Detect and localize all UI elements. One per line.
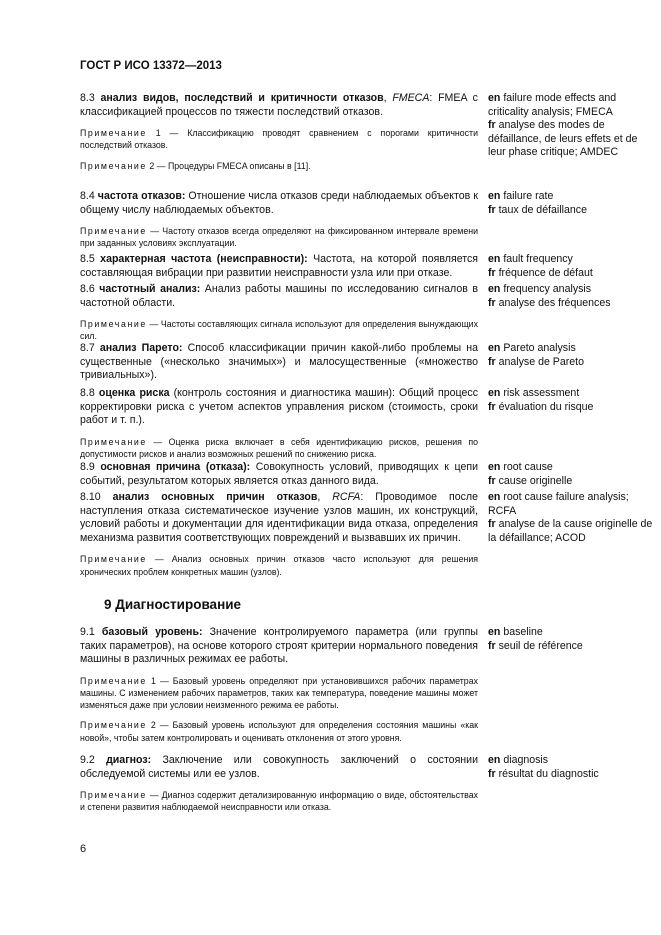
entry-9-1 (80, 626, 648, 744)
french-term: analyse de la cause originelle de la défaillance; ACOD (488, 518, 653, 544)
english-term: failure rate (503, 190, 554, 202)
lang-en: en (488, 342, 501, 354)
note-label: Примечание (80, 226, 147, 237)
english-term: baseline (503, 626, 543, 638)
note-label: Примечание (80, 720, 147, 731)
french-term: analyse des modes de défaillance, de leurs effets et de leur phase critique; AMDEC (488, 119, 638, 159)
definition-text: Частота, на которой появляется составляющая вибрации при развитии неисправности узла или при отказе. (80, 253, 478, 279)
note-text: — Процедуры FMECA описаны в [11]. (154, 160, 311, 171)
equivalents (488, 283, 656, 310)
page-number: 6 (80, 843, 87, 855)
lang-en: en (488, 754, 501, 766)
definition (80, 387, 478, 428)
note (80, 127, 478, 151)
english-term: Pareto analysis (503, 342, 576, 354)
lang-en: en (488, 491, 501, 503)
french-term: évaluation du risque (498, 400, 594, 413)
definition-text: Значение контролируемого параметра (или группы таких параметров), на основе которого строят критерии нормального поведения машины в различных режимах ее работы. (80, 626, 479, 666)
term: анализ основных причин отказов (112, 491, 318, 503)
english-term: frequency analysis (503, 283, 592, 295)
english-term: failure mode effects and criticality analysis; FMECA (488, 92, 617, 118)
english-term: root cause failure analysis; RCFA (488, 491, 629, 517)
definition (80, 461, 478, 488)
english-term: fault frequency (503, 253, 573, 265)
definition: 8.10 анализ основных причин отказов, RCFA: Проводимое после наступления отказа систематическое изучение узлов машин, их конструкций, условий работы и документации для идентификации вида отказа, определения механизма развития соответствующих повреждений и вызвавших их причин. (80, 491, 478, 544)
definition-text: Заключение или совокупность заключений о состоянии обследуемой системы или ее узлов. (80, 754, 478, 780)
term: частота отказов: (97, 190, 186, 202)
clause-number: 8.7 (80, 342, 95, 354)
note (80, 225, 478, 249)
lang-en: en (488, 626, 501, 638)
clause-number: 8.5 (80, 253, 95, 265)
clause-number: 8.9 (80, 461, 95, 473)
term: оценка риска (98, 387, 170, 399)
term: характерная частота (неисправности): (100, 253, 308, 265)
lang-fr: fr (488, 639, 496, 652)
equivalents (488, 342, 656, 369)
definition (80, 754, 478, 781)
note (80, 675, 478, 712)
lang-fr: fr (488, 119, 496, 132)
note-label: Примечание (80, 675, 147, 686)
definition-text: : FMEA с классификацией процессов по тяжести последствий отказов. (80, 92, 478, 118)
clause-number: 9.1 (80, 626, 95, 638)
definition-text: (контроль состояния и диагностика машин): Общий процесс корректировки риска с учетом аспектов управления риском (стоимость, сроки работ и т. п.). (80, 387, 478, 427)
french-term: analyse de Pareto (498, 355, 585, 368)
lang-en: en (488, 283, 501, 295)
document-header: ГОСТ Р ИСО 13372—2013 (80, 60, 222, 72)
entry-9-2 (80, 754, 648, 814)
equivalents (488, 491, 656, 545)
note-number: 1 (150, 675, 156, 686)
definition (80, 626, 478, 667)
lang-fr: fr (488, 400, 496, 413)
lang-fr: fr (488, 518, 496, 531)
note-label: Примечание (80, 554, 147, 565)
lang-en: en (488, 92, 501, 104)
lang-en: en (488, 461, 501, 473)
entry-8-5 (80, 253, 648, 280)
clause-number: 8.4 (80, 190, 95, 202)
equivalents (488, 461, 656, 488)
note-number: 1 (155, 128, 161, 139)
entry-8-7 (80, 342, 648, 383)
lang-fr: fr (488, 355, 496, 368)
note-label: Примечание (80, 160, 147, 171)
entry-8-9 (80, 461, 648, 488)
note-text: — Классификацию проводят сравнением с порогами критичности последствий отказов. (80, 128, 478, 151)
note (80, 318, 478, 342)
note-text: — Базовый уровень определяют при установившихся рабочих параметрах машины. С изменением рабочих параметров, таких как температура, поведение машины может изменяться даже при условии неизменного режима ее работы. (80, 675, 478, 711)
term: анализ видов, последствий и критичности отказов (100, 92, 384, 104)
french-term: taux de défaillance (498, 203, 587, 216)
note-text: — Анализ основных причин отказов часто используют для решения хронических проблем конкретных машин (узлов). (80, 554, 478, 577)
term: анализ Парето: (99, 342, 183, 354)
english-term: risk assessment (503, 387, 580, 399)
entry-8-8 (80, 387, 648, 460)
clause-number: 9.2 (80, 754, 95, 766)
note-label: Примечание (80, 319, 147, 330)
lang-en: en (488, 190, 501, 202)
english-term: root cause (503, 461, 553, 473)
note-text: — Оценка риска включает в себя идентификацию рисков, решения по допустимости рисков и анализ возможных решений по снижению риска. (80, 436, 478, 459)
term: базовый уровень: (101, 626, 203, 638)
note (80, 436, 478, 460)
clause-number: 8.6 (80, 283, 95, 295)
term: диагноз: (106, 754, 152, 766)
equivalents (488, 190, 656, 217)
section-heading: 9 Диагностирование (104, 597, 242, 612)
note-text: — Базовый уровень используют для определения состояния машины «как новой», чтобы затем контролировать и оценивать отклонения от этого уровня. (80, 720, 478, 743)
definition (80, 190, 478, 217)
equivalents (488, 387, 656, 414)
entry-8-10 (80, 491, 653, 578)
note-number: 2 (149, 160, 155, 171)
definition-text: : Проводимое после наступления отказа систематическое изучение узлов машин, их конструкций, условий работы и документации для идентификации вида отказа, определения механизма развития соответствующих повреждений и вызвавших их причин. (80, 491, 478, 544)
lang-fr: fr (488, 203, 496, 216)
entry-8-3 (80, 92, 648, 172)
definition-text: Отношение числа отказов среди наблюдаемых объектов к общему числу наблюдаемых объектов. (80, 190, 478, 216)
lang-en: en (488, 387, 501, 399)
note (80, 789, 478, 813)
note-label: Примечание (80, 436, 147, 447)
lang-fr: fr (488, 296, 496, 309)
clause-number: 8.10 (80, 491, 101, 503)
note (80, 553, 478, 577)
definition-text: Совокупность условий, приводящих к цепи событий, результатом которых является отказ данного вида. (80, 461, 478, 487)
definition (80, 253, 478, 280)
note-number: 2 (150, 720, 156, 731)
lang-fr: fr (488, 767, 496, 780)
clause-number: 8.3 (80, 92, 95, 104)
french-term: seuil de référence (498, 639, 583, 652)
note-text: — Диагноз содержит детализированную информацию о виде, обстоятельствах и степени развития наблюдаемой неисправности или отказа. (80, 790, 478, 813)
abbreviation: FMECA (392, 92, 430, 104)
note-label: Примечание (80, 128, 147, 139)
lang-en: en (488, 253, 501, 265)
lang-fr: fr (488, 474, 496, 487)
definition (80, 283, 478, 310)
definition (80, 342, 478, 383)
note (80, 719, 478, 743)
french-term: cause originelle (498, 474, 573, 487)
lang-fr: fr (488, 266, 496, 279)
english-term: diagnosis (503, 754, 549, 766)
french-term: fréquence de défaut (498, 266, 593, 279)
french-term: résultat du diagnostic (498, 767, 599, 780)
note (80, 160, 478, 172)
entry-8-4 (80, 190, 648, 250)
definition-text: Анализ работы машины по исследованию сигналов в частотной области. (80, 283, 478, 309)
equivalents (488, 253, 656, 280)
french-term: analyse des fréquences (498, 296, 611, 309)
note-text: — Частоты составляющих сигнала используют для определения вынуждающих сил. (80, 319, 478, 342)
note-text: — Частоту отказов всегда определяют на фиксированном интервале времени при заданных условиях эксплуатации. (80, 226, 478, 249)
abbreviation: RCFA (332, 491, 361, 503)
equivalents (488, 626, 656, 653)
note-label: Примечание (80, 790, 147, 801)
definition-text: Способ классификации причин какой-либо проблемы на существенные («несколько значимых») и малосущественные («множество тривиальных»). (80, 342, 478, 382)
equivalents (488, 92, 656, 160)
term: основная причина (отказа): (100, 461, 251, 473)
equivalents (488, 754, 656, 781)
clause-number: 8.8 (80, 387, 95, 399)
entry-8-6 (80, 283, 648, 343)
term: частотный анализ: (99, 283, 201, 295)
definition: 8.3 анализ видов, последствий и критичности отказов, FMECA: FMEA с классификацией процессов по тяжести последствий отказов. (80, 92, 478, 118)
